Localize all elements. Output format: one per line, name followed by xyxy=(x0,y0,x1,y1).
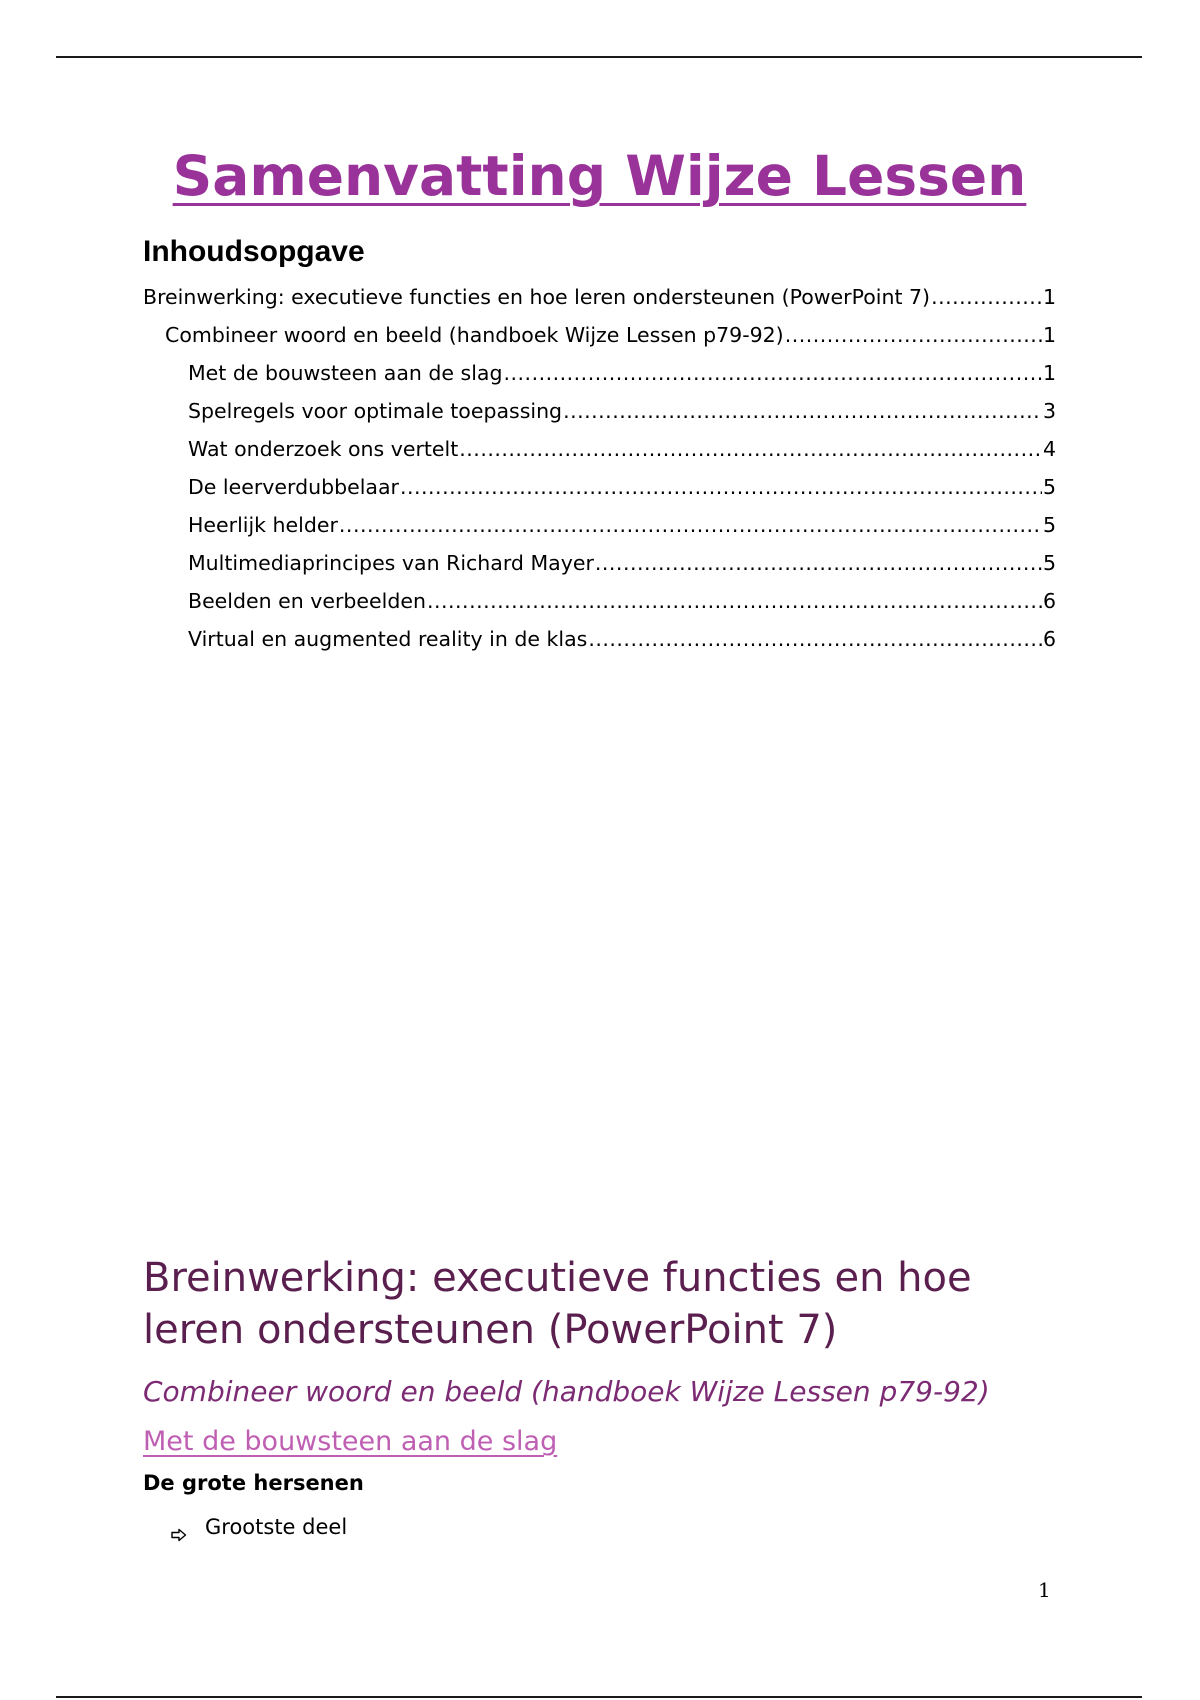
toc-dot-leader xyxy=(400,468,1042,506)
section-heading-2: Combineer woord en beeld (handboek Wijze Lessen p79-92) xyxy=(143,1375,990,1408)
toc-entry-label: Wat onderzoek ons vertelt xyxy=(188,437,459,461)
page-number: 1 xyxy=(1038,1578,1051,1602)
document-page xyxy=(143,0,1056,1700)
arrow-right-outline-icon xyxy=(171,1520,187,1534)
toc-dot-leader xyxy=(563,392,1042,430)
toc-entry-page: 4 xyxy=(1042,437,1056,461)
section-heading-1: Breinwerking: executieve functies en hoe leren ondersteunen (PowerPoint 7) xyxy=(143,1255,972,1353)
toc-entry-page: 1 xyxy=(1042,323,1056,347)
toc-entry-page: 5 xyxy=(1042,475,1056,499)
toc-entry-page: 1 xyxy=(1042,285,1056,309)
toc-entry[interactable] xyxy=(188,620,1056,658)
toc-entry-page: 6 xyxy=(1042,627,1056,651)
toc-heading: Inhoudsopgave xyxy=(143,235,365,268)
toc-entry-page: 6 xyxy=(1042,589,1056,613)
toc-entry-page: 5 xyxy=(1042,551,1056,575)
toc-entry-label: Spelregels voor optimale toepassing xyxy=(188,399,563,423)
toc-entry[interactable] xyxy=(188,354,1056,392)
toc-dot-leader xyxy=(785,316,1042,354)
toc-entry-label: Combineer woord en beeld (handboek Wijze Lessen p79-92) xyxy=(165,323,784,347)
toc-dot-leader xyxy=(931,278,1042,316)
toc-entry-page: 5 xyxy=(1042,513,1056,537)
toc-dot-leader xyxy=(459,430,1042,468)
toc-entry-label: Met de bouwsteen aan de slag xyxy=(188,361,503,385)
bullet-text: Grootste deel xyxy=(205,1515,348,1539)
toc-entry[interactable] xyxy=(188,506,1056,544)
toc-dot-leader xyxy=(339,506,1042,544)
bullet-item xyxy=(171,1512,347,1542)
toc-entry-page: 3 xyxy=(1042,399,1056,423)
toc-entry-label: Beelden en verbeelden xyxy=(188,589,426,613)
section-heading-3: Met de bouwsteen aan de slag xyxy=(143,1426,558,1457)
toc-entry-label: Virtual en augmented reality in de klas xyxy=(188,627,588,651)
document-title: Samenvatting Wijze Lessen xyxy=(172,144,1027,208)
toc-dot-leader xyxy=(595,544,1042,582)
toc-entry[interactable] xyxy=(165,316,1056,354)
toc-entry-label: Multimediaprincipes van Richard Mayer xyxy=(188,551,594,575)
toc-entry[interactable] xyxy=(188,468,1056,506)
toc-dot-leader xyxy=(588,620,1042,658)
toc-entry[interactable] xyxy=(188,392,1056,430)
page-bottom-rule xyxy=(56,1696,1142,1698)
toc-entry[interactable] xyxy=(143,278,1056,316)
toc-dot-leader xyxy=(427,582,1042,620)
toc-dot-leader xyxy=(504,354,1042,392)
toc-entry-label: Breinwerking: executieve functies en hoe leren ondersteunen (PowerPoint 7) xyxy=(143,285,931,309)
toc-entry-page: 1 xyxy=(1042,361,1056,385)
toc-entry[interactable] xyxy=(188,582,1056,620)
toc-entry-label: De leerverdubbelaar xyxy=(188,475,399,499)
section-heading-4: De grote hersenen xyxy=(143,1471,364,1495)
toc-entry[interactable] xyxy=(188,544,1056,582)
toc-entry-label: Heerlijk helder xyxy=(188,513,338,537)
toc-entry[interactable] xyxy=(188,430,1056,468)
